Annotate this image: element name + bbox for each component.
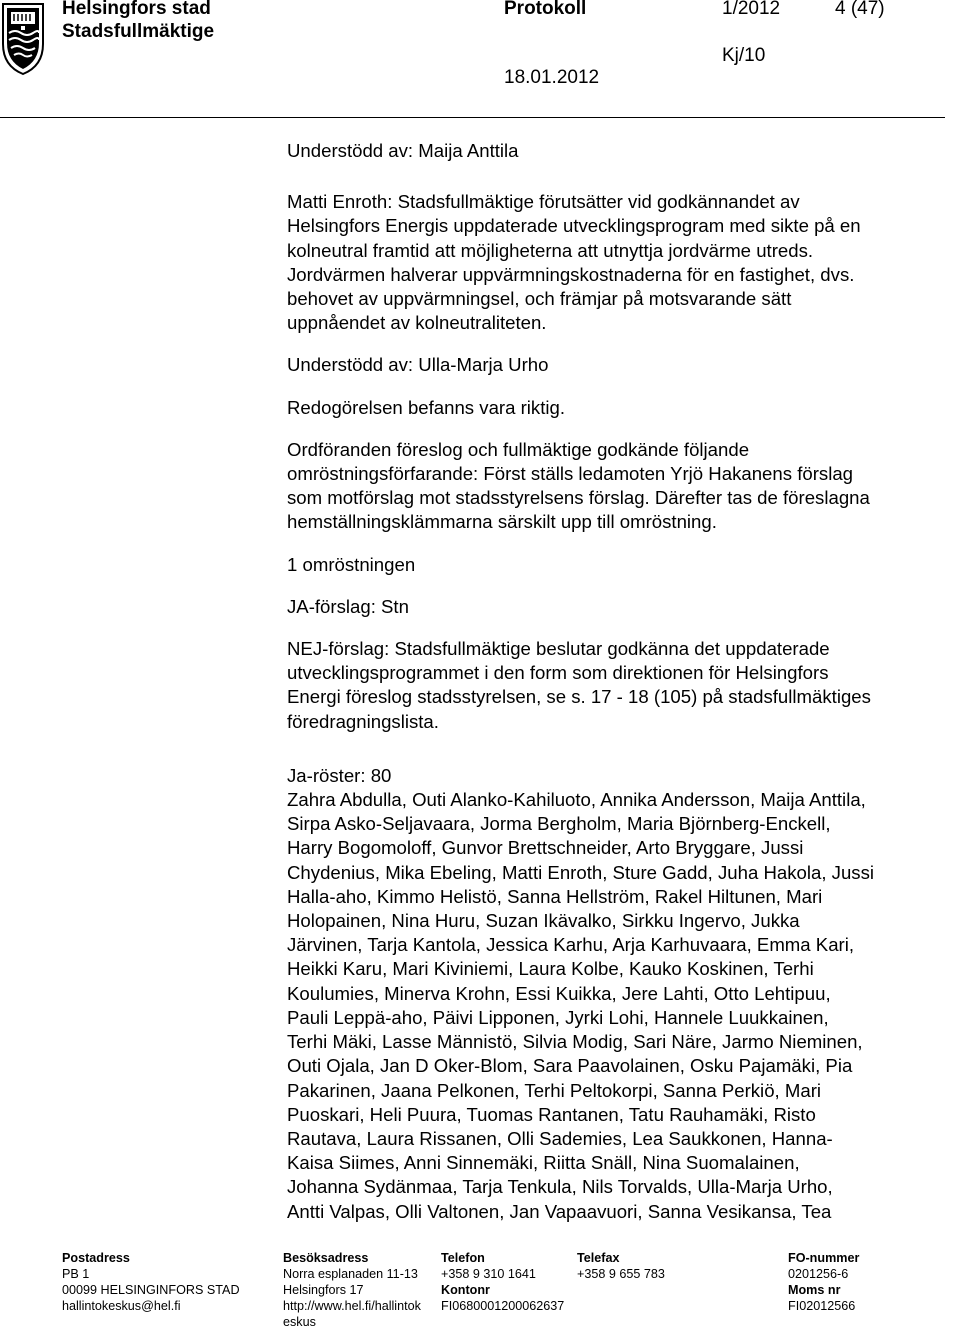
chair-procedure (287, 438, 947, 535)
postal-line: PB 1 (62, 1267, 90, 1281)
fax-label: Telefax (577, 1251, 620, 1265)
visit-line: Norra esplanaden 11-13 (283, 1267, 418, 1281)
ja-votes-line: Rautava, Laura Rissanen, Olli Sademies, Lea Saukkonen, Hanna- (287, 1127, 833, 1149)
ja-votes-line: Outi Ojala, Jan D Oker-Blom, Sara Paavolainen, Osku Pajamäki, Pia (287, 1055, 853, 1077)
enroth-line: uppnåendet av kolneutraliteten. (287, 312, 547, 334)
ja-votes-line: Järvinen, Tarja Kantola, Jessica Karhu, Arja Karhuvaara, Emma Kari, (287, 934, 855, 956)
city-crest-icon (0, 0, 46, 76)
supported-by-urho: Understödd av: Ulla-Marja Urho (287, 354, 549, 376)
fo-label: FO-nummer (788, 1251, 860, 1265)
chair-line: omröstningsförfarande: Först ställs ledamoten Yrjö Hakanens förslag (287, 463, 854, 485)
postal-line: 00099 HELSINGINFORS STAD (62, 1283, 240, 1297)
website-link[interactable]: http://www.hel.fi/hallintok (283, 1299, 421, 1313)
website-link-continued[interactable]: eskus (283, 1315, 316, 1329)
chair-line: hemställningsklämmarna särskilt upp till omröstning. (287, 511, 717, 533)
ja-votes-line: Puoskari, Heli Puura, Tuomas Rantanen, Tatu Rauhamäki, Risto (287, 1103, 816, 1125)
enroth-line: Jordvärmen halverar uppvärmningskostnaderna för en fastighet, dvs. (287, 263, 855, 285)
account-label: Kontonr (441, 1283, 490, 1297)
footer-phone (441, 1250, 564, 1314)
ja-votes-line: Antti Valpas, Olli Valtonen, Jan Vapaavuori, Sanna Vesikansa, Tea (287, 1200, 832, 1222)
ja-votes-line: Heikki Karu, Mari Kiviniemi, Laura Kolbe, Kauko Koskinen, Terhi (287, 958, 814, 980)
footer-fax (577, 1250, 665, 1282)
email-link[interactable]: hallintokeskus@hel.fi (62, 1299, 181, 1313)
document-date: 18.01.2012 (504, 67, 600, 88)
protocol-body (287, 139, 947, 1224)
phone-label: Telefon (441, 1251, 485, 1265)
doc-number: 1/2012 (722, 0, 781, 19)
ja-votes-line: Holopainen, Nina Huru, Suzan Ikävalko, Sirkku Ingervo, Jukka (287, 910, 800, 932)
ja-votes-line: Zahra Abdulla, Outi Alanko-Kahiluoto, Annika Andersson, Maija Anttila, (287, 789, 866, 811)
vat-number: FI02012566 (788, 1299, 856, 1313)
footer-postal-address (62, 1250, 240, 1314)
enroth-line: Helsingfors Energis uppdaterade utvecklingsprogram med sikte på en (287, 215, 861, 237)
visit-label: Besöksadress (283, 1251, 369, 1265)
chair-line: som motförslag mot stadsstyrelsens förslag. Därefter tas de föreslagna (287, 487, 870, 509)
ja-votes (287, 764, 947, 1224)
org-name: Helsingfors stad (62, 0, 211, 19)
ja-votes-label: Ja-röster: 80 (287, 764, 392, 786)
ja-votes-line: Chydenius, Mika Ebeling, Matti Enroth, Sture Gadd, Juha Hakola, Jussi (287, 861, 875, 883)
ja-votes-line: Halla-aho, Kimmo Helistö, Sanna Hellström, Rakel Hiltunen, Mari (287, 885, 823, 907)
ja-votes-line: Kaisa Siimes, Anni Sinnemäki, Riitta Snäll, Nina Suomalainen, (287, 1152, 800, 1174)
fo-number: 0201256-6 (788, 1267, 849, 1281)
ja-votes-line: Pauli Leppä-aho, Päivi Lipponen, Jyrki Lohi, Hannele Luukkainen, (287, 1006, 829, 1028)
header-rule (0, 117, 945, 118)
ja-votes-line: Koulumies, Minerva Krohn, Essi Kuikka, Jere Lahti, Otto Lehtipuu, (287, 982, 831, 1004)
org-unit: Stadsfullmäktige (62, 21, 215, 42)
footer-visiting-address (283, 1250, 421, 1330)
page-number: 4 (47) (835, 0, 885, 19)
section-code: Kj/10 (722, 45, 766, 66)
enroth-proposal (287, 190, 947, 335)
nej-line: utvecklingsprogrammet i den form som direktionen för Helsingfors (287, 662, 829, 684)
ja-votes-line: Sirpa Asko-Seljavaara, Jorma Bergholm, Maria Björnberg-Enckell, (287, 813, 831, 835)
postal-label: Postadress (62, 1251, 130, 1265)
ja-votes-line: Terhi Mäki, Lasse Männistö, Silvia Modig, Sari Näre, Jarmo Nieminen, (287, 1031, 863, 1053)
visit-line: Helsingfors 17 (283, 1283, 364, 1297)
phone-number: +358 9 310 1641 (441, 1267, 536, 1281)
ja-votes-line: Pakarinen, Jaana Pelkonen, Terhi Peltokorpi, Sanna Perkiö, Mari (287, 1079, 822, 1101)
nej-line: Energi föreslog stadsstyrelsen, se s. 17 - 18 (105) på stadsfullmäktiges (287, 686, 871, 708)
ja-votes-line: Johanna Sydänmaa, Tarja Tenkula, Nils Torvalds, Ulla-Marja Urho, (287, 1176, 833, 1198)
chair-line: Ordföranden föreslog och fullmäktige godkände följande (287, 438, 750, 460)
vat-label: Moms nr (788, 1283, 841, 1297)
report-correct: Redogörelsen befanns vara riktig. (287, 396, 566, 418)
enroth-line: behovet av uppvärmningsel, och främjar på motsvarande sätt (287, 288, 792, 310)
footer-business-id (788, 1250, 859, 1314)
nej-proposal (287, 637, 947, 734)
nej-line: föredragningslista. (287, 710, 439, 732)
nej-line: NEJ-förslag: Stadsfullmäktige beslutar godkänna det uppdaterade (287, 638, 830, 660)
supported-by-anttila: Understödd av: Maija Anttila (287, 140, 519, 161)
ja-votes-line: Harry Bogomoloff, Gunvor Brettschneider, Arto Bryggare, Jussi (287, 837, 804, 859)
ja-proposal: JA-förslag: Stn (287, 595, 409, 617)
account-number: FI0680001200062637 (441, 1299, 565, 1313)
vote-heading: 1 omröstningen (287, 553, 416, 575)
enroth-line: Matti Enroth: Stadsfullmäktige förutsätter vid godkännandet av (287, 191, 800, 213)
enroth-line: kolneutral framtid att möjligheterna att utnyttja jordvärme utreds. (287, 239, 814, 261)
doc-type: Protokoll (504, 0, 587, 19)
fax-number: +358 9 655 783 (577, 1267, 665, 1281)
